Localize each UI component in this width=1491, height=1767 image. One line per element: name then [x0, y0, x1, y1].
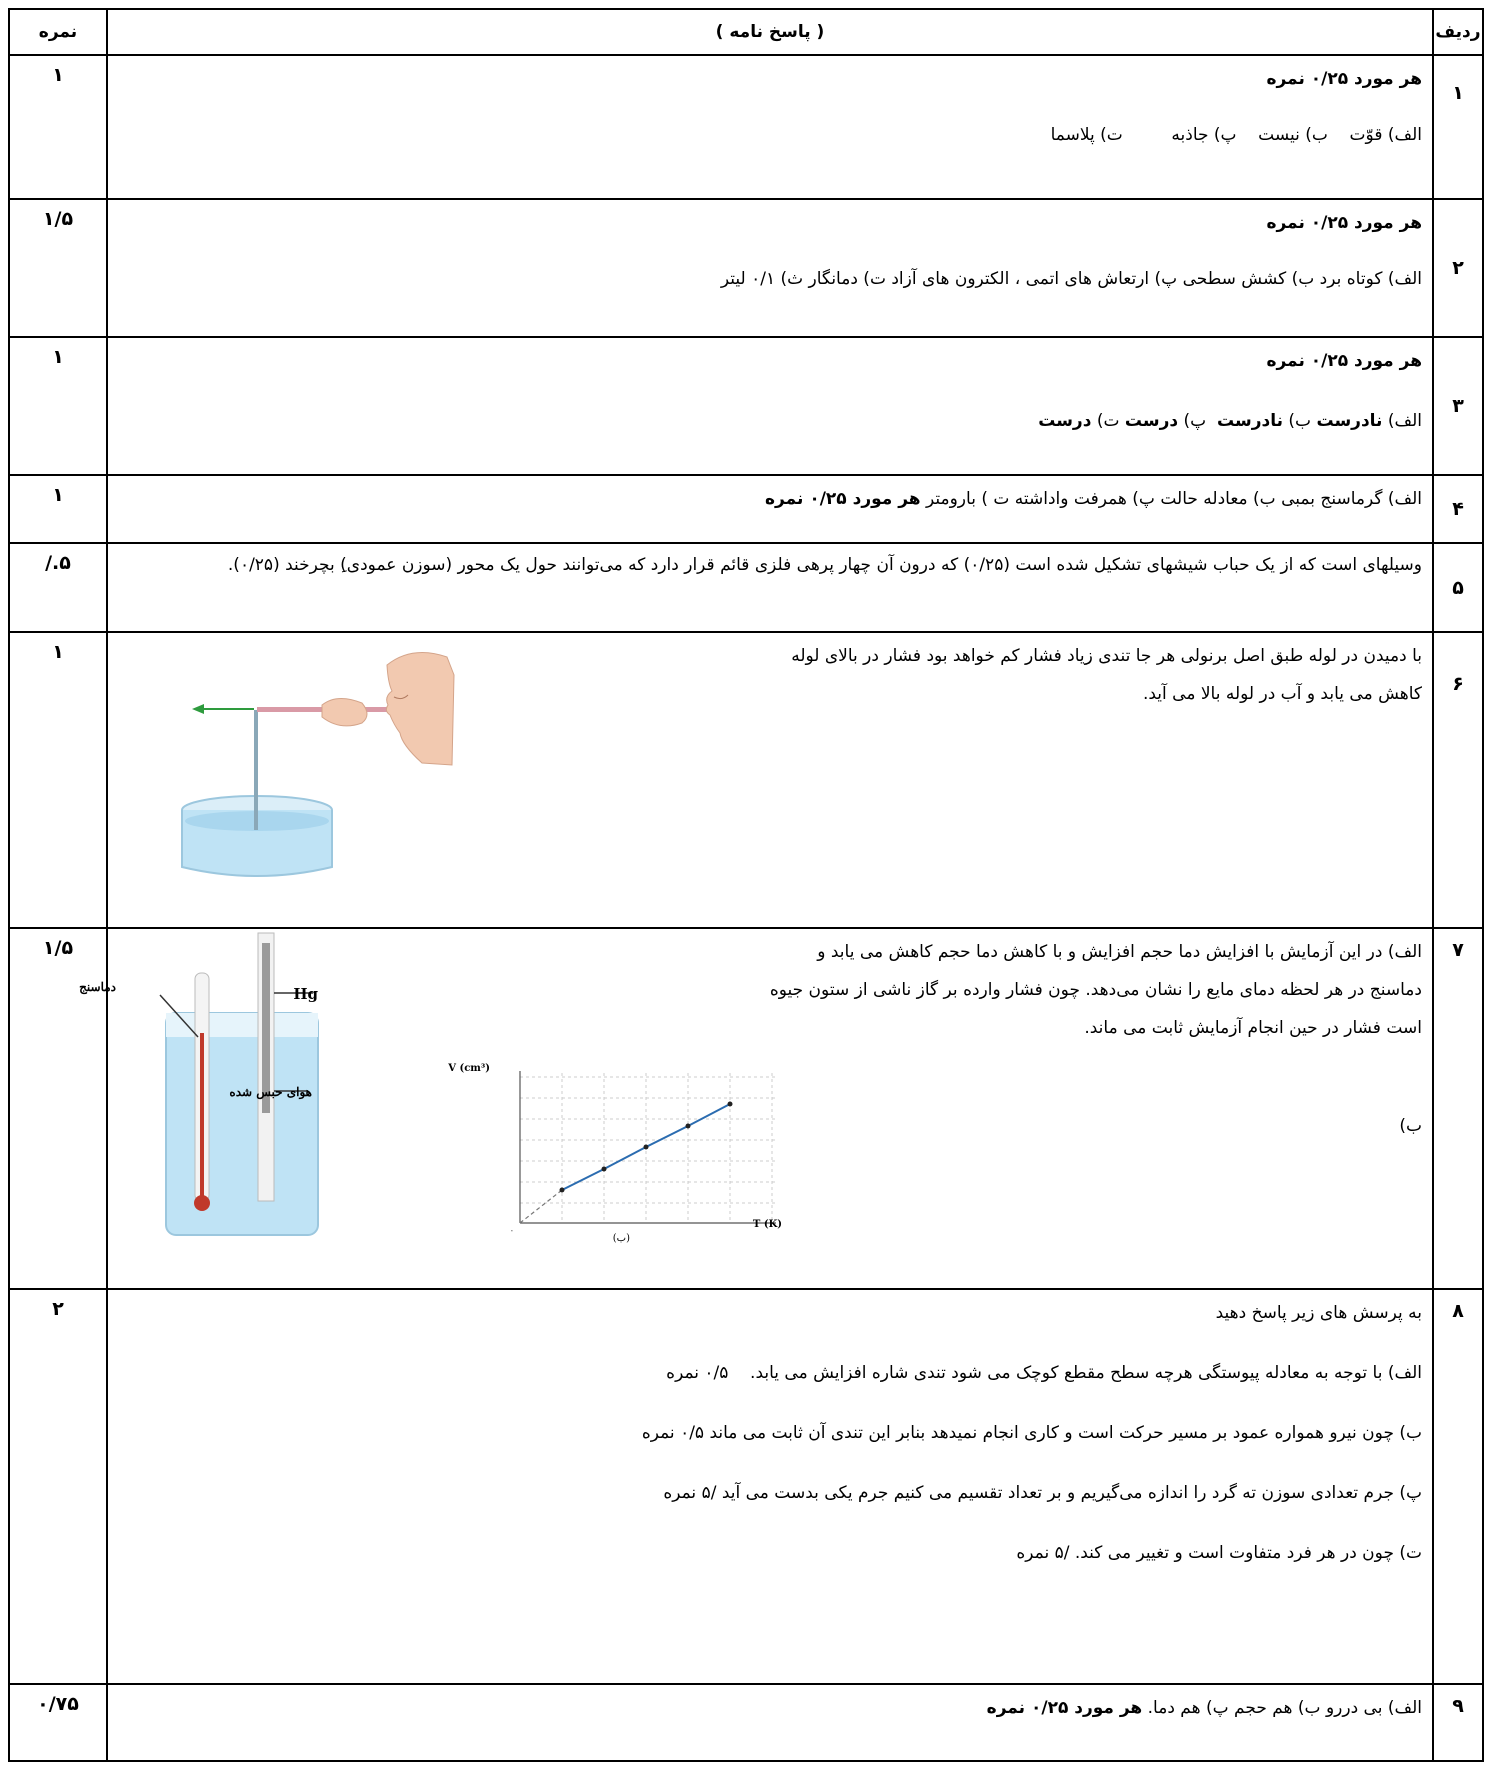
answer-cell — [107, 199, 1433, 337]
score: ۱/۵ — [9, 199, 107, 337]
answer-header: هر مورد ۰/۲۵ نمره — [1266, 68, 1422, 89]
gas-thermometer-apparatus — [79, 933, 398, 1243]
data-point — [728, 1101, 733, 1106]
answer-cell — [107, 475, 1433, 543]
answer-c: پ) جرم تعدادی سوزن ته گرد را اندازه می‌گیریم و بر تعداد تقسیم می کنیم جرم یکی بدست می آید /۵ نمره — [663, 1482, 1422, 1503]
score: /.۵ — [9, 543, 107, 633]
answer-text: الف) بی دررو ب) هم حجم پ) هم دما. — [1147, 1698, 1422, 1719]
answer-cell — [107, 1289, 1433, 1685]
answer-text: وسیلهای است که از یک حباب شیشهای تشکیل شده است (۰/۲۵) که درون آن چهار پرهی فلزی قائم قرار دارد که می‌توانند حول یک محور (سوزن عمودی)ِ بچرخند (۰/۲۵). — [227, 554, 1422, 575]
answer-text: الف) کوتاه برد ب) کشش سطحی پ) ارتعاش های اتمی ، الکترون های آزاد ت) دمانگار ث) ۰/۱ لیتر — [720, 269, 1422, 290]
answer-d: ت) چون در هر فرد متفاوت است و تغییر می کند. /۵ نمره — [1016, 1542, 1422, 1563]
table-row — [9, 1684, 1483, 1761]
value-d: درست — [1038, 411, 1092, 432]
answer-text: الف) گرماسنج بمبی ب) معادله حالت پ) همرفت واداشته ت ) بارومتر — [925, 488, 1422, 509]
part-b-label: ب) — [1399, 1115, 1422, 1136]
label-b: ب) — [1288, 411, 1312, 432]
answer-text: دماسنج در هر لحظه دمای مایع را نشان می‌دهد. چون فشار وارده بر گاز ناشی از ستون جیوه — [769, 979, 1422, 1000]
value-b: نادرست — [1217, 411, 1283, 432]
mercury-label: Hg — [293, 984, 318, 1003]
label-d: ت) — [1096, 411, 1120, 432]
answer-cell — [107, 543, 1433, 633]
score: ۱ — [9, 475, 107, 543]
score: ۲ — [9, 1289, 107, 1685]
person-blowing-tube-illustration — [162, 645, 462, 885]
row-number: ۸ — [1433, 1289, 1483, 1685]
answer-text: با دمیدن در لوله طبق اصل برنولی هر جا تندی زیاد فشار کم خواهد بود فشار در بالای لوله — [791, 646, 1422, 667]
data-point — [644, 1144, 649, 1149]
row-number: ۲ — [1433, 199, 1483, 337]
trapped-air-label: هوای حبس شده — [229, 1084, 312, 1099]
data-point — [560, 1187, 565, 1192]
score: ۱ — [9, 632, 107, 927]
table-row — [9, 543, 1483, 633]
row-number: ۱ — [1433, 55, 1483, 199]
score: ۱ — [9, 337, 107, 475]
answer-a: الف) با توجه به معادله پیوستگی هرچه سطح مقطع کوچک می شود تندی شاره افزایش می یابد. ۰/۵ نمره — [666, 1362, 1422, 1383]
row-number: ۹ — [1433, 1684, 1483, 1761]
answer-score-note: هر مورد ۰/۲۵ نمره — [765, 488, 921, 509]
row-number: ۵ — [1433, 543, 1483, 633]
label-a: الف) — [1387, 411, 1422, 432]
answer-cell — [107, 632, 1433, 927]
value-a: نادرست — [1316, 411, 1383, 432]
data-point — [686, 1123, 691, 1128]
score: ۰/۷۵ — [9, 1684, 107, 1761]
data-point — [602, 1166, 607, 1171]
answer-score-note: هر مورد ۰/۲۵ نمره — [986, 1698, 1143, 1719]
answer-text: است فشار در حین انجام آزمایش ثابت می ماند. — [1084, 1017, 1422, 1038]
answer-cell — [107, 55, 1433, 199]
graph-x-label: T (K) — [752, 1218, 782, 1230]
row-number: ۳ — [1433, 337, 1483, 475]
table-row — [9, 475, 1483, 543]
row-number: ۷ — [1433, 928, 1483, 1289]
answer-header: هر مورد ۰/۲۵ نمره — [1266, 351, 1422, 372]
thermometer-label: دماسنج — [79, 979, 116, 994]
row-number: ۶ — [1433, 632, 1483, 927]
graph-origin: ۰ — [509, 1225, 514, 1235]
answer-text: الف) در این آزمایش با افزایش دما حجم افزایش و با کاهش دما حجم کاهش می یابد و — [817, 941, 1422, 962]
answer-text: کاهش می یابد و آب در لوله بالا می آید. — [1142, 684, 1422, 705]
table-row — [9, 199, 1483, 337]
table-row — [9, 55, 1483, 199]
answer-intro: به پرسش های زیر پاسخ دهید — [1215, 1302, 1422, 1323]
score: ۱ — [9, 55, 107, 199]
header-answer: ( پاسخ نامه ) — [107, 9, 1433, 55]
answer-cell — [107, 337, 1433, 475]
header-row-number: ردیف — [1433, 9, 1483, 55]
answer-b: ب) چون نیرو همواره عمود بر مسیر حرکت است و کاری انجام نمیدهد بنابر این تندی آن ثابت می ماند ۰/۵ نمره — [641, 1422, 1422, 1443]
table-row — [9, 632, 1483, 927]
table-row — [9, 337, 1483, 475]
answer-header: هر مورد ۰/۲۵ نمره — [1266, 213, 1422, 234]
extrapolation-line — [520, 1190, 562, 1223]
score: ۱/۵ — [9, 928, 107, 1289]
answer-table — [8, 8, 1484, 1762]
value-c: درست — [1124, 411, 1179, 432]
graph-y-label: V (cm³) — [448, 1062, 490, 1074]
header-row — [9, 9, 1483, 55]
volume-temperature-graph — [448, 1062, 830, 1244]
answer-cell — [79, 928, 1433, 1289]
graph-caption: (ب) — [612, 1232, 630, 1244]
header-score: نمره — [9, 9, 107, 55]
label-c: پ) — [1183, 411, 1207, 432]
answer-cell — [107, 1684, 1433, 1761]
row-number: ۴ — [1433, 475, 1483, 543]
answer-text — [118, 406, 1422, 436]
table-row — [9, 1289, 1483, 1685]
table-row — [9, 928, 1483, 1289]
answer-text: الف) قوّت ب) نیست پ) جاذبه ت) پلاسما — [1050, 124, 1422, 145]
